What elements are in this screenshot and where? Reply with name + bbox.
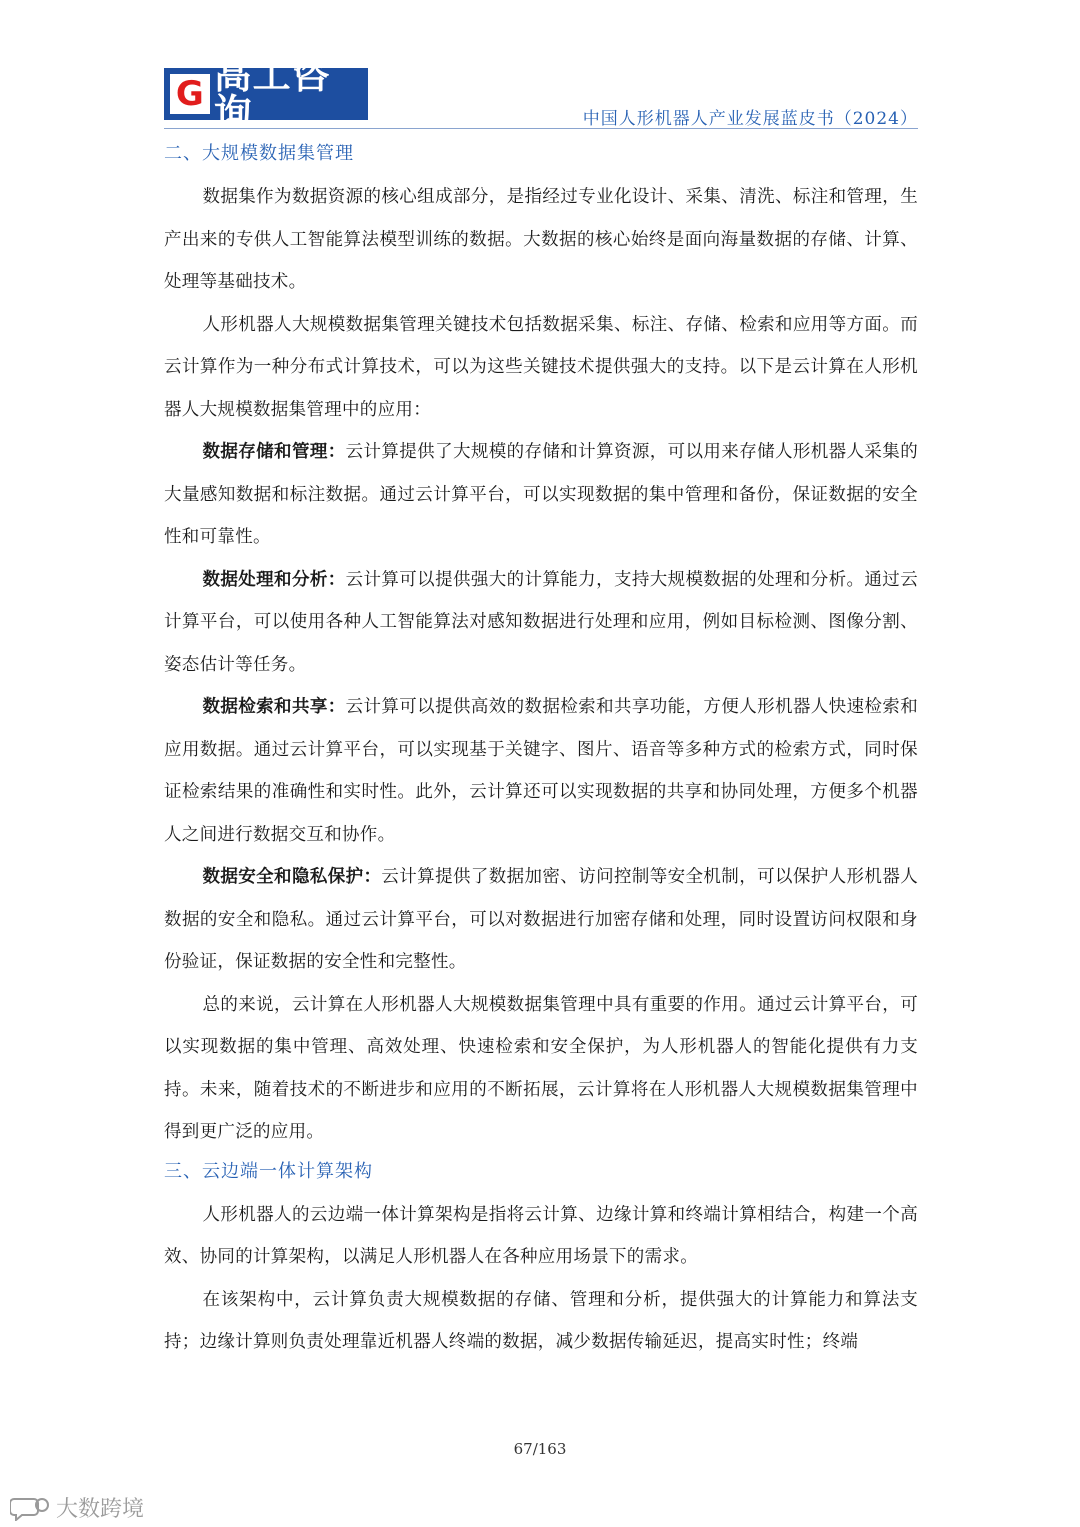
logo-text: 高工咨询	[213, 53, 331, 135]
page-number: 67/163	[513, 1440, 567, 1458]
item-term: 数据存储和管理：	[202, 442, 346, 462]
paragraph: 在该架构中，云计算负责大规模数据的存储、管理和分析，提供强大的计算能力和算法支持；边缘计算则负责处理靠近机器人终端的数据，减少数据传输延迟，提高实时性；终端	[164, 1289, 918, 1352]
item-text: 云计算提供了数据加密、访问控制等安全机制，可以保护人形机器人数据的安全和隐私。通过云计算平台，可以对数据进行加密存储和处理，同时设置访问权限和身份验证，保证数据的安全性和完整性。	[164, 867, 919, 972]
logo-mark: G	[170, 74, 210, 114]
list-item	[164, 686, 918, 856]
chat-bubble-icon	[10, 1495, 50, 1521]
section-heading-2: 二、大规模数据集管理	[164, 143, 354, 164]
item-text: 云计算可以提供高效的数据检索和共享功能，方便人形机器人快速检索和应用数据。通过云计算平台，可以实现基于关键字、图片、语音等多种方式的检索方式，同时保证检索结果的准确性和实时性。此外，云计算还可以实现数据的共享和协同处理，方便多个机器人之间进行数据交互和协作。	[164, 697, 918, 845]
paragraph: 人形机器人的云边端一体计算架构是指将云计算、边缘计算和终端计算相结合，构建一个高效、协同的计算架构，以满足人形机器人在各种应用场景下的需求。	[164, 1204, 918, 1267]
summary-paragraph: 总的来说，云计算在人形机器人大规模数据集管理中具有重要的作用。通过云计算平台，可以实现数据的集中管理、高效处理、快速检索和安全保护，为人形机器人的智能化提供有力支持。未来，随着技术的不断进步和应用的不断拓展，云计算将在人形机器人大规模数据集管理中得到更广泛的应用。	[164, 994, 918, 1142]
section-heading-3: 三、云边端一体计算架构	[164, 1160, 373, 1182]
item-term: 数据处理和分析：	[202, 569, 346, 590]
paragraph: 人形机器人大规模数据集管理关键技术包括数据采集、标注、存储、检索和应用等方面。而云计算作为一种分布式计算技术，可以为这些关键技术提供强大的支持。以下是云计算在人形机器人大规模数据集管理中的应用：	[164, 314, 918, 420]
page-content	[164, 136, 918, 1364]
company-logo	[164, 53, 368, 135]
list-item	[164, 431, 918, 559]
report-title: 中国人形机器人产业发展蓝皮书（2024）	[582, 109, 918, 129]
list-item	[164, 856, 918, 984]
watermark-text: 大数跨境	[56, 1497, 145, 1522]
header-divider	[164, 128, 918, 129]
item-term: 数据安全和隐私保护：	[202, 867, 382, 887]
item-term: 数据检索和共享：	[202, 697, 346, 717]
watermark	[10, 1492, 144, 1523]
item-text: 云计算可以提供强大的计算能力，支持大规模数据的处理和分析。通过云计算平台，可以使用各种人工智能算法对感知数据进行处理和应用，例如目标检测、图像分割、姿态估计等任务。	[164, 569, 918, 675]
item-text: 云计算提供了大规模的存储和计算资源，可以用来存储人形机器人采集的大量感知数据和标注数据。通过云计算平台，可以实现数据的集中管理和备份，保证数据的安全性和可靠性。	[164, 442, 918, 547]
paragraph: 数据集作为数据资源的核心组成部分，是指经过专业化设计、采集、清洗、标注和管理，生产出来的专供人工智能算法模型训练的数据。大数据的核心始终是面向海量数据的存储、计算、处理等基础技术。	[164, 187, 918, 292]
list-item	[164, 559, 918, 687]
